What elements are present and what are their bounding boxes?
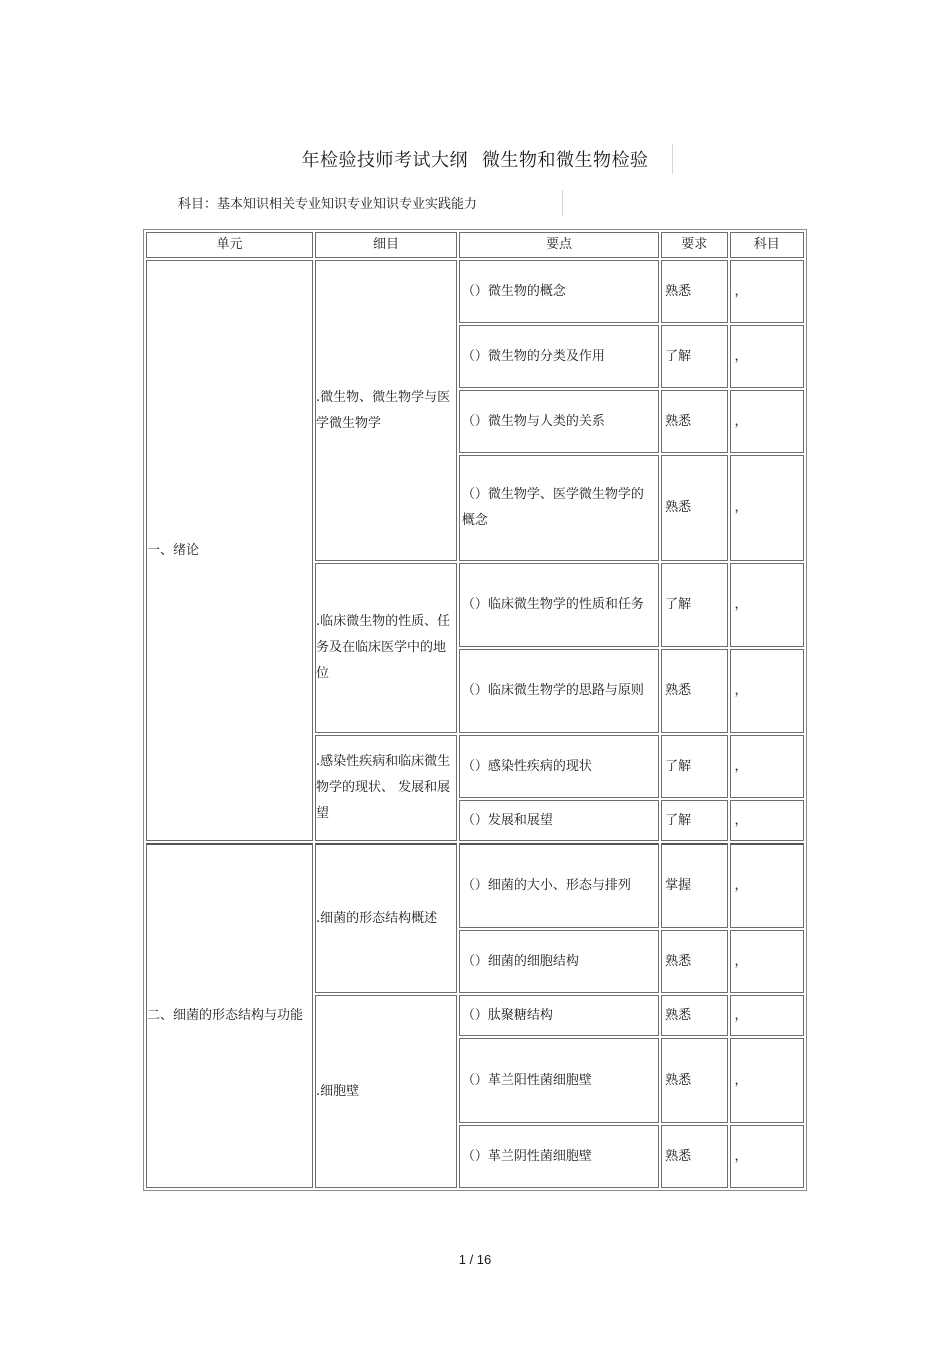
item-cell: .细菌的形态结构概述 xyxy=(315,843,457,993)
header-item: 细目 xyxy=(315,232,457,258)
subject-cell: ， xyxy=(730,563,805,647)
header-unit: 单元 xyxy=(146,232,313,258)
unit-cell: 一、绪论 xyxy=(146,260,313,841)
table-row xyxy=(146,260,804,323)
subject-cell: ， xyxy=(730,260,805,323)
point-cell: （）微生物与人类的关系 xyxy=(459,390,659,453)
requirement-cell: 熟悉 xyxy=(661,995,727,1036)
subject-line: 科目：基本知识相关专业知识专业知识专业实践能力 xyxy=(178,197,478,212)
subject-cell: ， xyxy=(730,649,805,733)
subject-cell: ， xyxy=(730,800,805,841)
subject-divider xyxy=(562,190,563,216)
table-header-row xyxy=(146,232,804,258)
subject-cell: ， xyxy=(730,1125,805,1188)
subject-cell: ， xyxy=(730,995,805,1036)
requirement-cell: 了解 xyxy=(661,735,727,798)
subject-cell: ， xyxy=(730,390,805,453)
point-cell: （）革兰阳性菌细胞壁 xyxy=(459,1038,659,1123)
point-cell: （）感染性疾病的现状 xyxy=(459,735,659,798)
table-row xyxy=(146,843,804,928)
title-divider xyxy=(672,144,673,174)
item-cell: .临床微生物的性质、任务及在临床医学中的地位 xyxy=(315,563,457,733)
point-cell: （）肽聚糖结构 xyxy=(459,995,659,1036)
subject-cell: ， xyxy=(730,455,805,561)
requirement-cell: 掌握 xyxy=(661,843,727,928)
requirement-cell: 熟悉 xyxy=(661,1038,727,1123)
requirement-cell: 了解 xyxy=(661,325,727,388)
point-cell: （）革兰阴性菌细胞壁 xyxy=(459,1125,659,1188)
point-cell: （）微生物学、医学微生物学的概念 xyxy=(459,455,659,561)
requirement-cell: 熟悉 xyxy=(661,455,727,561)
requirement-cell: 熟悉 xyxy=(661,260,727,323)
requirement-cell: 了解 xyxy=(661,563,727,647)
point-cell: （）临床微生物学的性质和任务 xyxy=(459,563,659,647)
requirement-cell: 熟悉 xyxy=(661,1125,727,1188)
point-cell: （）细菌的细胞结构 xyxy=(459,930,659,993)
item-cell: .微生物、微生物学与医学微生物学 xyxy=(315,260,457,561)
subject-cell: ， xyxy=(730,843,805,928)
unit-cell: 二、细菌的形态结构与功能 xyxy=(146,843,313,1188)
subject-cell: ， xyxy=(730,930,805,993)
title-main: 年检验技师考试大纲 xyxy=(301,150,468,171)
point-cell: （）微生物的分类及作用 xyxy=(459,325,659,388)
title-sub: 微生物和微生物检验 xyxy=(482,150,649,171)
requirement-cell: 熟悉 xyxy=(661,649,727,733)
requirement-cell: 熟悉 xyxy=(661,390,727,453)
requirement-cell: 熟悉 xyxy=(661,930,727,993)
requirement-cell: 了解 xyxy=(661,800,727,841)
document-title xyxy=(0,146,950,172)
point-cell: （）发展和展望 xyxy=(459,800,659,841)
header-requirement: 要求 xyxy=(661,232,727,258)
header-point: 要点 xyxy=(459,232,659,258)
subject-cell: ， xyxy=(730,325,805,388)
item-cell: .细胞壁 xyxy=(315,995,457,1188)
subject-cell: ， xyxy=(730,1038,805,1123)
page-indicator: 1 / 16 xyxy=(458,1252,492,1267)
point-cell: （）微生物的概念 xyxy=(459,260,659,323)
point-cell: （）细菌的大小、形态与排列 xyxy=(459,843,659,928)
item-cell: .感染性疾病和临床微生物学的现状、 发展和展望 xyxy=(315,735,457,841)
header-subject: 科目 xyxy=(730,232,805,258)
subject-cell: ， xyxy=(730,735,805,798)
syllabus-table xyxy=(143,229,807,1191)
point-cell: （）临床微生物学的思路与原则 xyxy=(459,649,659,733)
